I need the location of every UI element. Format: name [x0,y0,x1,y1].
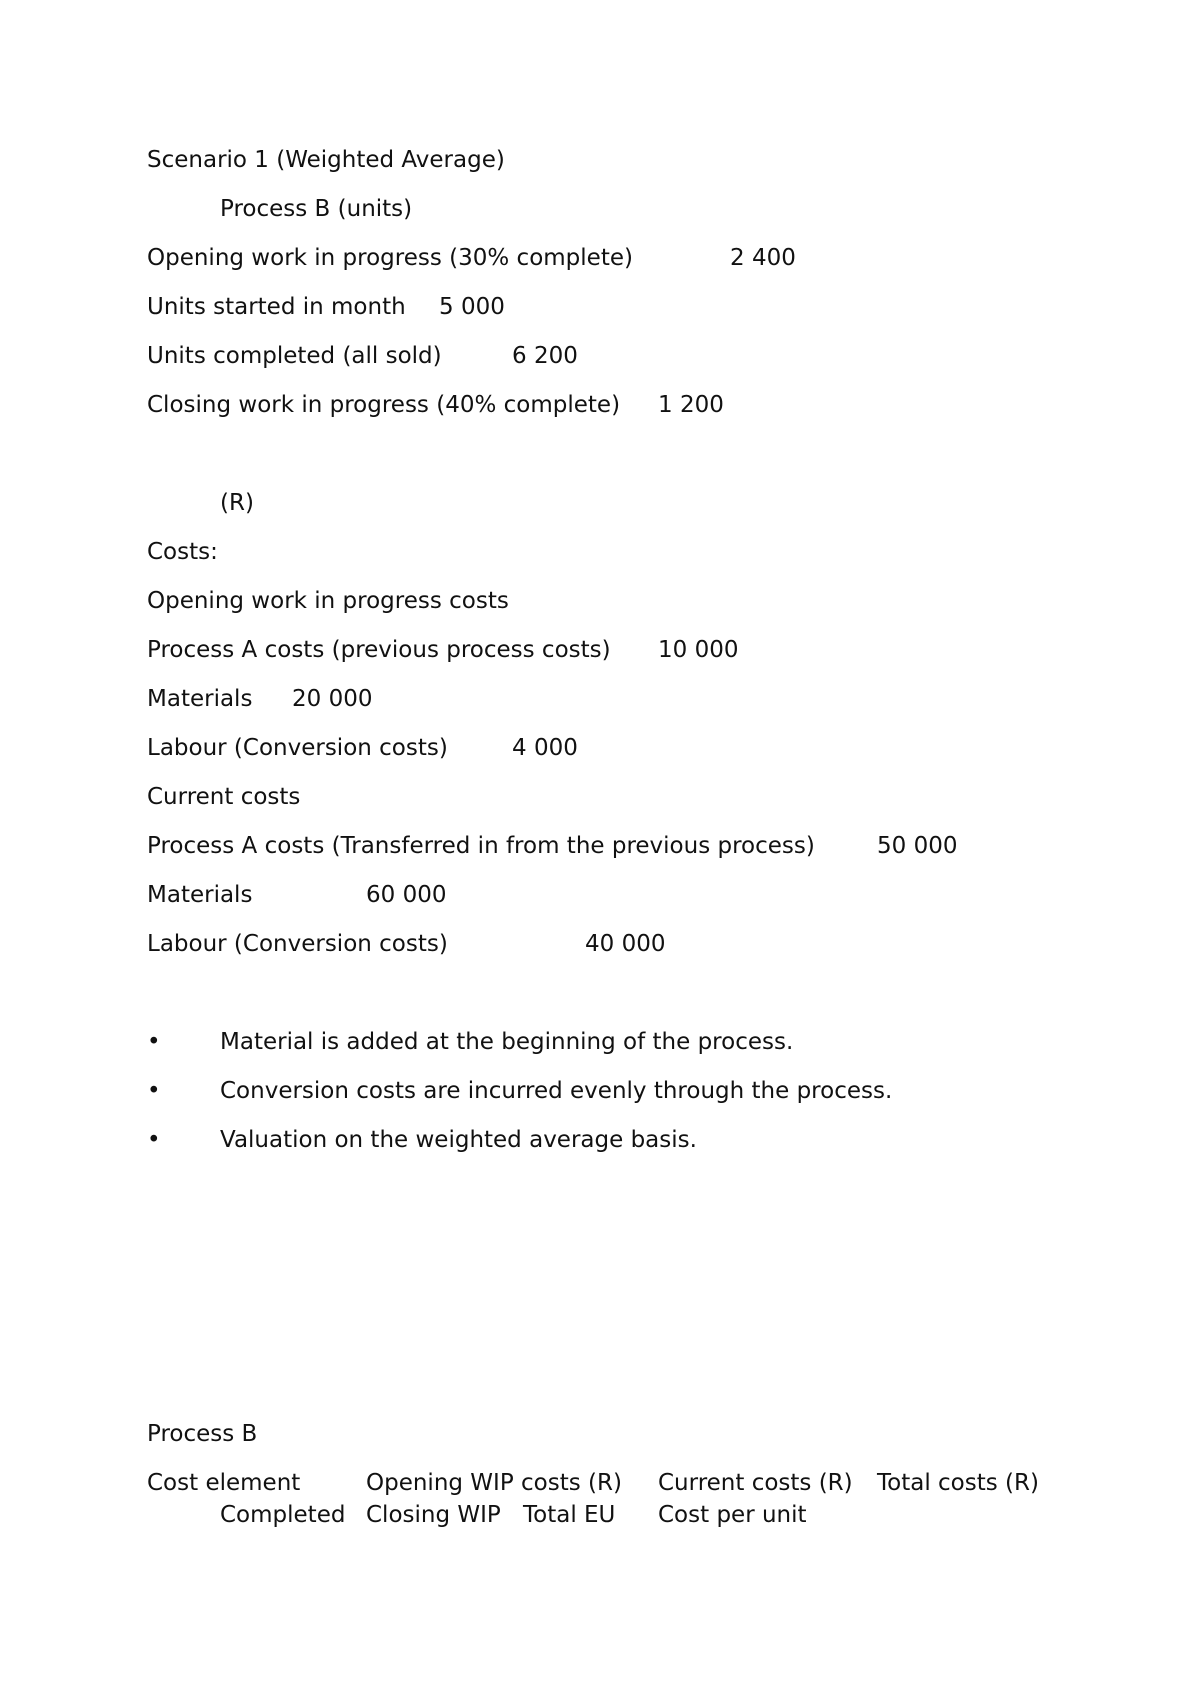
units-value-opening-wip: 2 400 [730,245,796,271]
units-heading: Process B (units) [220,196,413,222]
header-closing-wip: Closing WIP [366,1502,501,1528]
bullet-icon: • [147,1127,161,1153]
bullet-icon: • [147,1029,161,1055]
current-materials-label: Materials [147,882,253,908]
units-label-opening-wip: Opening work in progress (30% complete) [147,245,633,271]
opening-labour-value: 4 000 [512,735,578,761]
header-opening-wip-costs: Opening WIP costs (R) [366,1470,622,1496]
units-label-started: Units started in month [147,294,406,320]
header-current-costs: Current costs (R) [658,1470,853,1496]
costs-heading: Costs: [147,539,218,565]
current-materials-value: 60 000 [366,882,447,908]
opening-process-a-value: 10 000 [658,637,739,663]
current-labour-label: Labour (Conversion costs) [147,931,448,957]
header-cost-per-unit: Cost per unit [658,1502,807,1528]
units-value-started: 5 000 [439,294,505,320]
opening-labour-label: Labour (Conversion costs) [147,735,448,761]
header-total-costs: Total costs (R) [877,1470,1039,1496]
bullet-icon: • [147,1078,161,1104]
opening-materials-value: 20 000 [292,686,373,712]
opening-costs-heading: Opening work in progress costs [147,588,509,614]
current-costs-heading: Current costs [147,784,301,810]
current-process-a-label: Process A costs (Transferred in from the previous process) [147,833,815,859]
header-completed: Completed [220,1502,346,1528]
opening-materials-label: Materials [147,686,253,712]
units-label-closing-wip: Closing work in progress (40% complete) [147,392,621,418]
current-process-a-value: 50 000 [877,833,958,859]
header-total-eu: Total EU [523,1502,616,1528]
current-labour-value: 40 000 [585,931,666,957]
units-label-completed: Units completed (all sold) [147,343,442,369]
note-item: Valuation on the weighted average basis. [220,1127,697,1153]
note-item: Conversion costs are incurred evenly through the process. [220,1078,893,1104]
scenario-title: Scenario 1 (Weighted Average) [147,147,505,173]
header-cost-element: Cost element [147,1470,301,1496]
note-item: Material is added at the beginning of the process. [220,1029,794,1055]
currency-label: (R) [220,490,254,516]
units-value-closing-wip: 1 200 [658,392,724,418]
units-value-completed: 6 200 [512,343,578,369]
table-title: Process B [147,1421,258,1447]
opening-process-a-label: Process A costs (previous process costs) [147,637,611,663]
